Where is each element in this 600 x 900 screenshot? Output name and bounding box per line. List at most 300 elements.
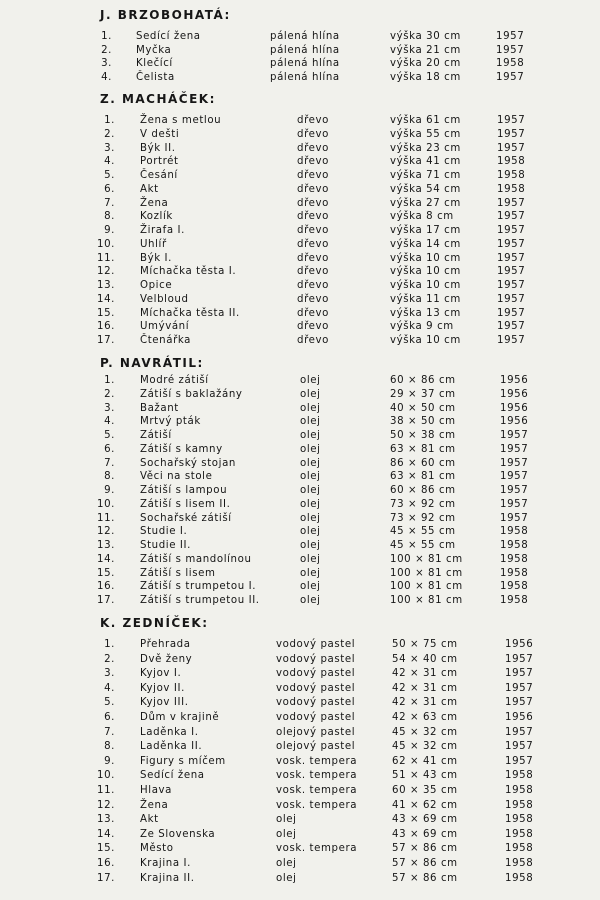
- artwork-title: Uhlíř: [140, 238, 167, 250]
- artwork-number: 14.: [96, 828, 115, 840]
- artwork-year: 1958: [500, 567, 529, 579]
- artwork-year: 1957: [505, 682, 534, 694]
- artwork-row: [0, 638, 600, 652]
- artwork-title: Česání: [140, 170, 178, 181]
- artwork-number: 17.: [96, 595, 115, 606]
- artwork-medium: olej: [300, 567, 321, 579]
- artwork-title: Krajina II.: [140, 872, 195, 884]
- artwork-year: 1958: [505, 843, 534, 855]
- artwork-year: 1958: [500, 540, 529, 551]
- artwork-number: 10.: [96, 770, 115, 782]
- artwork-number: 8.: [104, 471, 115, 483]
- artwork-size: výška 8 cm: [390, 211, 454, 223]
- artwork-number: 1.: [104, 639, 115, 650]
- artwork-row: [0, 155, 600, 169]
- artwork-number: 6.: [104, 712, 115, 723]
- artwork-size: výška 61 cm: [390, 115, 461, 126]
- artwork-medium: vosk. tempera: [276, 799, 358, 811]
- artwork-size: výška 10 cm: [390, 252, 461, 264]
- artwork-medium: dřevo: [297, 156, 329, 168]
- artwork-number: 14.: [96, 553, 115, 565]
- artwork-title: Přehrada: [140, 639, 191, 650]
- artwork-size: 54 × 40 cm: [392, 653, 458, 665]
- artwork-title: Kyjov II.: [140, 682, 185, 694]
- artwork-size: 42 × 31 cm: [392, 682, 458, 694]
- artwork-size: výška 18 cm: [390, 72, 461, 84]
- artwork-medium: olej: [300, 540, 321, 551]
- artwork-row: [0, 142, 600, 156]
- artwork-size: 60 × 35 cm: [392, 785, 458, 796]
- artwork-number: 3.: [104, 668, 115, 680]
- artwork-year: 1958: [505, 799, 534, 811]
- artwork-size: 38 × 50 cm: [390, 416, 456, 428]
- artwork-year: 1956: [500, 375, 529, 386]
- artwork-year: 1958: [505, 785, 534, 796]
- artwork-size: 50 × 75 cm: [392, 639, 458, 650]
- artwork-size: 45 × 32 cm: [392, 741, 458, 753]
- artwork-medium: olej: [300, 402, 321, 414]
- artwork-size: 100 × 81 cm: [390, 581, 463, 593]
- artwork-size: výška 23 cm: [390, 142, 461, 154]
- artwork-medium: olej: [300, 443, 321, 455]
- artwork-medium: pálená hlína: [270, 72, 340, 84]
- artwork-medium: olej: [276, 858, 297, 869]
- artwork-year: 1957: [505, 653, 534, 665]
- artwork-title: Modré zátiší: [140, 375, 209, 386]
- section-zednicek: [0, 616, 600, 884]
- artwork-year: 1956: [500, 416, 529, 428]
- artwork-title: Býk II.: [140, 142, 176, 154]
- artwork-title: Krajina I.: [140, 858, 191, 869]
- artwork-year: 1956: [505, 712, 534, 723]
- artwork-size: 45 × 32 cm: [392, 726, 458, 738]
- artwork-row: [0, 842, 600, 856]
- artwork-size: výška 54 cm: [390, 183, 461, 195]
- artwork-row: [0, 696, 600, 710]
- artwork-title: Figury s míčem: [140, 755, 226, 767]
- artwork-year: 1956: [505, 639, 534, 650]
- artwork-row: [0, 828, 600, 842]
- section-navratil: [0, 356, 600, 611]
- artwork-number: 15.: [96, 307, 115, 319]
- artwork-title: Bažant: [140, 402, 179, 414]
- artwork-medium: olej: [300, 485, 321, 496]
- artwork-year: 1957: [497, 266, 526, 278]
- artwork-title: Čelista: [136, 72, 175, 84]
- artwork-medium: olejový pastel: [276, 726, 356, 738]
- artwork-size: výška 21 cm: [390, 44, 461, 56]
- artwork-row: [0, 498, 600, 512]
- artwork-medium: olej: [300, 581, 321, 593]
- artwork-row: [0, 553, 600, 567]
- artwork-medium: dřevo: [297, 280, 329, 291]
- artwork-number: 11.: [96, 252, 115, 264]
- section-machacek: [0, 92, 600, 352]
- artwork-size: 60 × 86 cm: [390, 375, 456, 386]
- artwork-year: 1957: [496, 44, 525, 56]
- artwork-row: [0, 567, 600, 581]
- artwork-year: 1957: [500, 485, 529, 496]
- artwork-number: 4.: [101, 72, 112, 84]
- artist-heading: P. NAVRÁTIL:: [100, 356, 204, 370]
- artwork-row: [0, 594, 600, 608]
- artwork-year: 1957: [496, 72, 525, 84]
- artwork-title: Zátiší s baklažány: [140, 388, 243, 400]
- artwork-title: Sochařské zátiší: [140, 512, 232, 524]
- artwork-medium: dřevo: [297, 211, 329, 223]
- artwork-year: 1957: [497, 293, 526, 305]
- artwork-number: 11.: [96, 512, 115, 524]
- artwork-row: [0, 443, 600, 457]
- artwork-year: 1957: [500, 443, 529, 455]
- artwork-size: výška 55 cm: [390, 128, 461, 140]
- artwork-row: [0, 484, 600, 498]
- artwork-year: 1958: [500, 526, 529, 538]
- artwork-number: 12.: [96, 266, 115, 278]
- artwork-row: [0, 872, 600, 886]
- artwork-medium: dřevo: [297, 307, 329, 319]
- artwork-number: 1.: [101, 31, 112, 42]
- artwork-year: 1958: [505, 872, 534, 884]
- artwork-medium: olej: [300, 595, 321, 606]
- artwork-year: 1958: [497, 156, 526, 168]
- artwork-row: [0, 307, 600, 321]
- artwork-number: 13.: [96, 280, 115, 291]
- artwork-title: Žirafa I.: [140, 225, 185, 236]
- artwork-title: V dešti: [140, 128, 180, 140]
- artwork-number: 2.: [104, 388, 115, 400]
- artwork-size: 42 × 31 cm: [392, 697, 458, 709]
- artwork-medium: olej: [300, 457, 321, 469]
- artwork-medium: olej: [300, 512, 321, 524]
- artwork-title: Žena: [140, 197, 169, 209]
- artwork-row: [0, 512, 600, 526]
- artwork-number: 2.: [101, 44, 112, 56]
- artwork-row: [0, 57, 600, 71]
- artwork-medium: olej: [300, 430, 321, 441]
- artwork-number: 13.: [96, 814, 115, 826]
- artwork-size: 57 × 86 cm: [392, 858, 458, 869]
- artwork-row: [0, 769, 600, 783]
- artwork-year: 1957: [505, 741, 534, 753]
- artwork-number: 1.: [104, 375, 115, 386]
- artwork-number: 17.: [96, 335, 115, 346]
- artwork-number: 7.: [104, 726, 115, 738]
- artwork-row: [0, 525, 600, 539]
- artwork-year: 1957: [500, 457, 529, 469]
- artwork-number: 15.: [96, 567, 115, 579]
- artwork-number: 12.: [96, 526, 115, 538]
- artwork-row: [0, 402, 600, 416]
- artwork-medium: vosk. tempera: [276, 755, 358, 767]
- artwork-row: [0, 210, 600, 224]
- artwork-medium: olej: [300, 553, 321, 565]
- artwork-title: Kyjov I.: [140, 668, 182, 680]
- artwork-size: výška 10 cm: [390, 266, 461, 278]
- artwork-size: 43 × 69 cm: [392, 814, 458, 826]
- artwork-year: 1958: [505, 814, 534, 826]
- artwork-medium: vodový pastel: [276, 682, 356, 694]
- artwork-medium: olej: [276, 872, 297, 884]
- artwork-row: [0, 415, 600, 429]
- artwork-medium: olej: [300, 471, 321, 483]
- artwork-year: 1957: [505, 726, 534, 738]
- artwork-medium: dřevo: [297, 142, 329, 154]
- artwork-medium: dřevo: [297, 335, 329, 346]
- artwork-year: 1957: [497, 307, 526, 319]
- artwork-medium: pálená hlína: [270, 31, 340, 42]
- artwork-size: 42 × 31 cm: [392, 668, 458, 680]
- artwork-year: 1957: [497, 225, 526, 236]
- artwork-medium: dřevo: [297, 321, 329, 333]
- artwork-medium: olejový pastel: [276, 741, 356, 753]
- artwork-medium: vosk. tempera: [276, 785, 358, 796]
- artwork-row: [0, 224, 600, 238]
- artwork-medium: dřevo: [297, 170, 329, 181]
- artwork-title: Laděnka II.: [140, 741, 203, 753]
- artwork-medium: dřevo: [297, 197, 329, 209]
- artwork-medium: dřevo: [297, 266, 329, 278]
- artwork-year: 1958: [500, 595, 529, 606]
- artwork-year: 1957: [497, 211, 526, 223]
- artwork-number: 8.: [104, 211, 115, 223]
- artwork-title: Mrtvý pták: [140, 416, 201, 428]
- artwork-year: 1957: [497, 335, 526, 346]
- artwork-title: Míchačka těsta I.: [140, 266, 237, 278]
- artwork-medium: pálená hlína: [270, 58, 340, 70]
- artwork-size: 42 × 63 cm: [392, 712, 458, 723]
- artwork-number: 2.: [104, 128, 115, 140]
- artwork-row: [0, 279, 600, 293]
- artwork-number: 16.: [96, 858, 115, 869]
- artwork-size: výška 10 cm: [390, 280, 461, 291]
- artwork-medium: olej: [300, 388, 321, 400]
- artwork-number: 6.: [104, 443, 115, 455]
- artwork-row: [0, 238, 600, 252]
- artwork-year: 1958: [497, 170, 526, 181]
- artwork-medium: dřevo: [297, 183, 329, 195]
- artwork-title: Býk I.: [140, 252, 172, 264]
- artwork-title: Věci na stole: [140, 471, 213, 483]
- artwork-number: 8.: [104, 741, 115, 753]
- artwork-year: 1958: [500, 581, 529, 593]
- artwork-title: Dům v krajině: [140, 712, 220, 723]
- artist-heading: J. BRZOBOHATÁ:: [100, 8, 231, 22]
- artwork-title: Sedící žena: [140, 770, 205, 782]
- artwork-row: [0, 388, 600, 402]
- artwork-number: 13.: [96, 540, 115, 551]
- artwork-year: 1957: [500, 512, 529, 524]
- artwork-number: 4.: [104, 156, 115, 168]
- artwork-row: [0, 857, 600, 871]
- artwork-title: Akt: [140, 183, 159, 195]
- artwork-number: 9.: [104, 225, 115, 236]
- artwork-medium: vosk. tempera: [276, 843, 358, 855]
- artwork-year: 1957: [497, 238, 526, 250]
- artwork-title: Ze Slovenska: [140, 828, 216, 840]
- artwork-size: výška 14 cm: [390, 238, 461, 250]
- artwork-number: 5.: [104, 697, 115, 709]
- artwork-number: 5.: [104, 170, 115, 181]
- artwork-size: 29 × 37 cm: [390, 388, 456, 400]
- artwork-title: Žena s metlou: [140, 115, 222, 126]
- artwork-year: 1956: [500, 402, 529, 414]
- artwork-title: Kozlík: [140, 211, 173, 223]
- artwork-year: 1957: [497, 142, 526, 154]
- artwork-row: [0, 755, 600, 769]
- artwork-title: Sedící žena: [136, 31, 201, 42]
- artwork-row: [0, 169, 600, 183]
- artwork-size: 86 × 60 cm: [390, 457, 456, 469]
- artwork-row: [0, 320, 600, 334]
- artwork-row: [0, 265, 600, 279]
- artwork-medium: dřevo: [297, 238, 329, 250]
- artwork-row: [0, 128, 600, 142]
- artwork-size: výška 10 cm: [390, 335, 461, 346]
- artwork-title: Portrét: [140, 156, 179, 168]
- artwork-row: [0, 252, 600, 266]
- artwork-title: Myčka: [136, 44, 172, 56]
- artwork-medium: pálená hlína: [270, 44, 340, 56]
- artwork-year: 1957: [500, 430, 529, 441]
- artwork-row: [0, 667, 600, 681]
- artwork-size: 63 × 81 cm: [390, 471, 456, 483]
- artwork-size: 41 × 62 cm: [392, 799, 458, 811]
- artwork-size: 100 × 81 cm: [390, 595, 463, 606]
- artwork-row: [0, 740, 600, 754]
- artwork-row: [0, 799, 600, 813]
- artwork-title: Čtenářka: [140, 335, 192, 346]
- artwork-size: 62 × 41 cm: [392, 755, 458, 767]
- artwork-size: 43 × 69 cm: [392, 828, 458, 840]
- artwork-size: 50 × 38 cm: [390, 430, 456, 441]
- artwork-size: 45 × 55 cm: [390, 526, 456, 538]
- artwork-size: výška 20 cm: [390, 58, 461, 70]
- artwork-row: [0, 470, 600, 484]
- artwork-title: Studie II.: [140, 540, 191, 551]
- artwork-medium: vosk. tempera: [276, 770, 358, 782]
- artwork-medium: dřevo: [297, 128, 329, 140]
- artwork-year: 1957: [505, 668, 534, 680]
- artwork-title: Studie I.: [140, 526, 188, 538]
- artwork-title: Laděnka I.: [140, 726, 199, 738]
- artwork-number: 15.: [96, 843, 115, 855]
- artwork-year: 1958: [497, 183, 526, 195]
- artwork-row: [0, 429, 600, 443]
- artwork-medium: olej: [300, 375, 321, 386]
- artwork-number: 14.: [96, 293, 115, 305]
- artwork-title: Hlava: [140, 785, 173, 796]
- artwork-row: [0, 457, 600, 471]
- artwork-size: výška 71 cm: [390, 170, 461, 181]
- artwork-number: 11.: [96, 785, 115, 796]
- artwork-title: Zátiší s lampou: [140, 485, 228, 496]
- artwork-year: 1958: [505, 770, 534, 782]
- artwork-number: 17.: [96, 872, 115, 884]
- artwork-row: [0, 293, 600, 307]
- artwork-year: 1957: [497, 280, 526, 291]
- artwork-title: Žena: [140, 799, 169, 811]
- artwork-year: 1957: [497, 197, 526, 209]
- artwork-row: [0, 183, 600, 197]
- artwork-title: Zátiší s lisem: [140, 567, 216, 579]
- artwork-number: 10.: [96, 238, 115, 250]
- artwork-year: 1958: [500, 553, 529, 565]
- artwork-title: Klečící: [136, 58, 173, 70]
- artwork-row: [0, 197, 600, 211]
- artwork-size: 45 × 55 cm: [390, 540, 456, 551]
- artwork-medium: olej: [300, 498, 321, 510]
- artwork-medium: dřevo: [297, 115, 329, 126]
- artwork-number: 16.: [96, 321, 115, 333]
- artwork-year: 1957: [500, 498, 529, 510]
- artwork-year: 1957: [496, 31, 525, 42]
- artwork-title: Dvě ženy: [140, 653, 193, 665]
- artwork-title: Zátiší s mandolínou: [140, 553, 252, 565]
- artwork-row: [0, 580, 600, 594]
- artwork-medium: olej: [300, 526, 321, 538]
- artwork-number: 1.: [104, 115, 115, 126]
- artwork-medium: dřevo: [297, 225, 329, 236]
- artwork-size: výška 30 cm: [390, 31, 461, 42]
- artwork-number: 16.: [96, 581, 115, 593]
- artist-heading: Z. MACHÁČEK:: [100, 92, 216, 106]
- artwork-title: Zátiší s kamny: [140, 443, 223, 455]
- artwork-year: 1958: [496, 58, 525, 70]
- artwork-year: 1956: [500, 388, 529, 400]
- artwork-number: 9.: [104, 755, 115, 767]
- artwork-number: 3.: [104, 402, 115, 414]
- artwork-title: Město: [140, 843, 174, 855]
- artwork-year: 1957: [497, 128, 526, 140]
- artwork-row: [0, 30, 600, 44]
- artwork-title: Zátiší s trumpetou I.: [140, 581, 257, 593]
- artwork-number: 2.: [104, 653, 115, 665]
- artwork-medium: vodový pastel: [276, 668, 356, 680]
- artwork-size: 73 × 92 cm: [390, 512, 456, 524]
- artwork-size: 63 × 81 cm: [390, 443, 456, 455]
- artwork-title: Velbloud: [140, 293, 189, 305]
- artwork-row: [0, 653, 600, 667]
- artwork-size: 57 × 86 cm: [392, 843, 458, 855]
- artwork-size: výška 9 cm: [390, 321, 454, 333]
- artwork-title: Opice: [140, 280, 173, 291]
- artwork-medium: dřevo: [297, 293, 329, 305]
- artwork-row: [0, 334, 600, 348]
- artwork-year: 1957: [500, 471, 529, 483]
- artwork-row: [0, 711, 600, 725]
- artwork-title: Kyjov III.: [140, 697, 189, 709]
- artist-heading: K. ZEDNÍČEK:: [100, 616, 209, 630]
- artwork-title: Zátiší: [140, 430, 172, 441]
- artwork-number: 9.: [104, 485, 115, 496]
- artwork-row: [0, 813, 600, 827]
- artwork-year: 1957: [505, 755, 534, 767]
- artwork-size: výška 17 cm: [390, 225, 461, 236]
- artwork-row: [0, 682, 600, 696]
- artwork-title: Míchačka těsta II.: [140, 307, 240, 319]
- artwork-title: Zátiší s trumpetou II.: [140, 595, 260, 606]
- artwork-number: 3.: [104, 142, 115, 154]
- artwork-medium: dřevo: [297, 252, 329, 264]
- artwork-medium: olej: [276, 814, 297, 826]
- artwork-title: Sochařský stojan: [140, 457, 236, 469]
- artwork-row: [0, 71, 600, 85]
- artwork-title: Akt: [140, 814, 159, 826]
- artwork-number: 4.: [104, 416, 115, 428]
- artwork-title: Zátiší s lisem II.: [140, 498, 231, 510]
- artwork-year: 1957: [497, 252, 526, 264]
